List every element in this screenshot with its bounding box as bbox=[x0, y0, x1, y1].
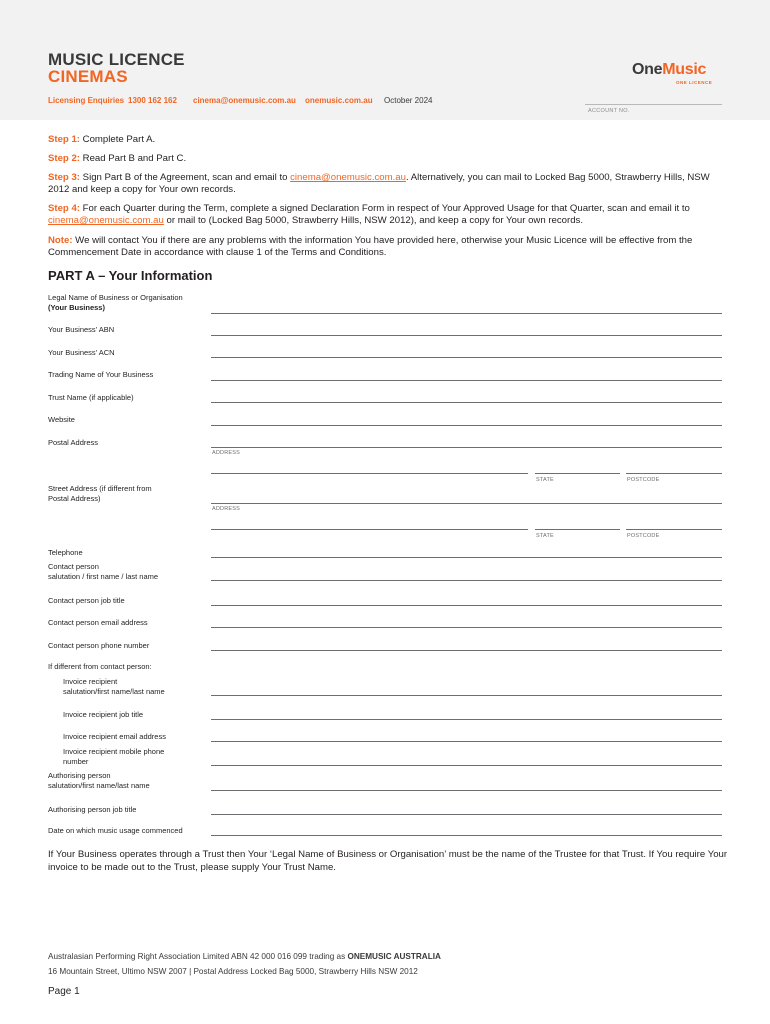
authorising-person-field[interactable] bbox=[211, 790, 722, 791]
invoice-email-field[interactable] bbox=[211, 741, 722, 742]
logo-tagline: ONE LICENCE bbox=[676, 80, 713, 85]
step-3-email-link[interactable]: cinema@onemusic.com.au bbox=[290, 172, 406, 183]
website-link[interactable]: onemusic.com.au bbox=[305, 96, 373, 105]
invoice-recipient-label: Invoice recipient salutation/first name/last name bbox=[63, 677, 165, 696]
step-3: Step 3: Sign Part B of the Agreement, scan and email to cinema@onemusic.com.au. Alternatively, you can mail to Locked Bag 5000, Strawberry Hills, NSW 2012 and keep a copy for Your own records. bbox=[48, 172, 710, 195]
abn-label: Your Business’ ABN bbox=[48, 325, 115, 334]
legal-name-label: Legal Name of Business or Organisation (Your Business) bbox=[48, 293, 183, 312]
email-link[interactable]: cinema@onemusic.com.au bbox=[193, 96, 296, 105]
street-address-label: Street Address (if different from Postal Address) bbox=[48, 484, 152, 503]
street-state-field[interactable] bbox=[535, 529, 620, 530]
postal-address-sublabel: ADDRESS bbox=[212, 450, 240, 456]
footer-address: 16 Mountain Street, Ultimo NSW 2007 | Postal Address Locked Bag 5000, Strawberry Hills NSW 2012 bbox=[48, 967, 418, 976]
doc-date: October 2024 bbox=[384, 96, 433, 105]
invoice-mobile-label: Invoice recipient mobile phone number bbox=[63, 747, 165, 766]
postal-address-label: Postal Address bbox=[48, 438, 99, 447]
acn-field[interactable] bbox=[211, 357, 722, 358]
legal-name-field[interactable] bbox=[211, 313, 722, 314]
website-label: Website bbox=[48, 415, 75, 424]
telephone-field[interactable] bbox=[211, 557, 722, 558]
street-postcode-field[interactable] bbox=[626, 529, 722, 530]
licensing-enquiries-label: Licensing Enquiries bbox=[48, 96, 125, 105]
trust-note: If Your Business operates through a Trust then Your ‘Legal Name of Business or Organisation’ must be the name of the Trustee for that Trust. If You require Your invoice to be made out to the Trust, please supply Your Trust Name. bbox=[48, 849, 728, 873]
postal-address-field[interactable] bbox=[211, 447, 722, 448]
invoice-mobile-field[interactable] bbox=[211, 765, 722, 766]
street-address-field[interactable] bbox=[211, 503, 722, 504]
postal-address-line2-field[interactable] bbox=[211, 473, 528, 474]
telephone-label: Telephone bbox=[48, 548, 83, 557]
step-4: Step 4: For each Quarter during the Term, complete a signed Declaration Form in respect of Your Approved Usage for that Quarter, scan and email it to cinema@onemusic.com.au or mail to (Locked Bag 5000, Strawberry Hills, NSW 2012), and keep a copy for Your own records. bbox=[48, 203, 690, 226]
street-state-sublabel: STATE bbox=[536, 533, 554, 539]
invoice-recipient-field[interactable] bbox=[211, 695, 722, 696]
part-a-heading: PART A – Your Information bbox=[48, 268, 213, 283]
contact-email-label: Contact person email address bbox=[48, 618, 148, 627]
trading-name-label: Trading Name of Your Business bbox=[48, 370, 154, 379]
contact-person-field[interactable] bbox=[211, 580, 722, 581]
note: Note: We will contact You if there are any problems with the information You have provided here, otherwise your Music Licence will be effective from the Commencement Date in accordance with clause 1 of the Terms and Conditions. bbox=[48, 235, 693, 258]
authorising-person-label: Authorising person salutation/first name/last name bbox=[48, 771, 150, 790]
invoice-job-title-label: Invoice recipient job title bbox=[63, 710, 144, 719]
postal-postcode-field[interactable] bbox=[626, 473, 722, 474]
page-number: Page 1 bbox=[48, 986, 80, 997]
postal-state-sublabel: STATE bbox=[536, 477, 554, 483]
postal-postcode-sublabel: POSTCODE bbox=[627, 477, 660, 483]
contact-person-label: Contact person salutation / first name / last name bbox=[48, 562, 159, 581]
invoice-email-label: Invoice recipient email address bbox=[63, 732, 166, 741]
website-field[interactable] bbox=[211, 425, 722, 426]
date-commenced-label: Date on which music usage commenced bbox=[48, 826, 183, 835]
doc-title: MUSIC LICENCE bbox=[48, 50, 185, 69]
contact-job-title-label: Contact person job title bbox=[48, 596, 125, 605]
account-number-label: ACCOUNT NO. bbox=[588, 108, 630, 114]
invoice-job-title-field[interactable] bbox=[211, 719, 722, 720]
postal-state-field[interactable] bbox=[535, 473, 620, 474]
step-1: Step 1: Complete Part A. bbox=[48, 134, 156, 145]
trading-name-field[interactable] bbox=[211, 380, 722, 381]
street-address-sublabel: ADDRESS bbox=[212, 506, 240, 512]
doc-subtitle: CINEMAS bbox=[48, 67, 128, 86]
phone-number: 1300 162 162 bbox=[128, 96, 177, 105]
street-postcode-sublabel: POSTCODE bbox=[627, 533, 660, 539]
contact-email-field[interactable] bbox=[211, 627, 722, 628]
date-commenced-field[interactable] bbox=[211, 835, 722, 836]
authorising-job-title-field[interactable] bbox=[211, 814, 722, 815]
contact-phone-label: Contact person phone number bbox=[48, 641, 150, 650]
account-number-field[interactable] bbox=[585, 104, 722, 105]
onemusic-logo: OneMusic bbox=[632, 61, 707, 78]
if-different-label: If different from contact person: bbox=[48, 662, 152, 671]
authorising-job-title-label: Authorising person job title bbox=[48, 805, 137, 814]
street-address-line2-field[interactable] bbox=[211, 529, 528, 530]
trust-name-label: Trust Name (if applicable) bbox=[48, 393, 134, 402]
acn-label: Your Business’ ACN bbox=[48, 348, 115, 357]
footer-company: Australasian Performing Right Association Limited ABN 42 000 016 099 trading as ONEMUSIC AUSTRALIA bbox=[48, 952, 441, 961]
abn-field[interactable] bbox=[211, 335, 722, 336]
contact-phone-field[interactable] bbox=[211, 650, 722, 651]
trust-name-field[interactable] bbox=[211, 402, 722, 403]
contact-job-title-field[interactable] bbox=[211, 605, 722, 606]
step-2: Step 2: Read Part B and Part C. bbox=[48, 153, 187, 164]
step-4-email-link[interactable]: cinema@onemusic.com.au bbox=[48, 215, 164, 226]
